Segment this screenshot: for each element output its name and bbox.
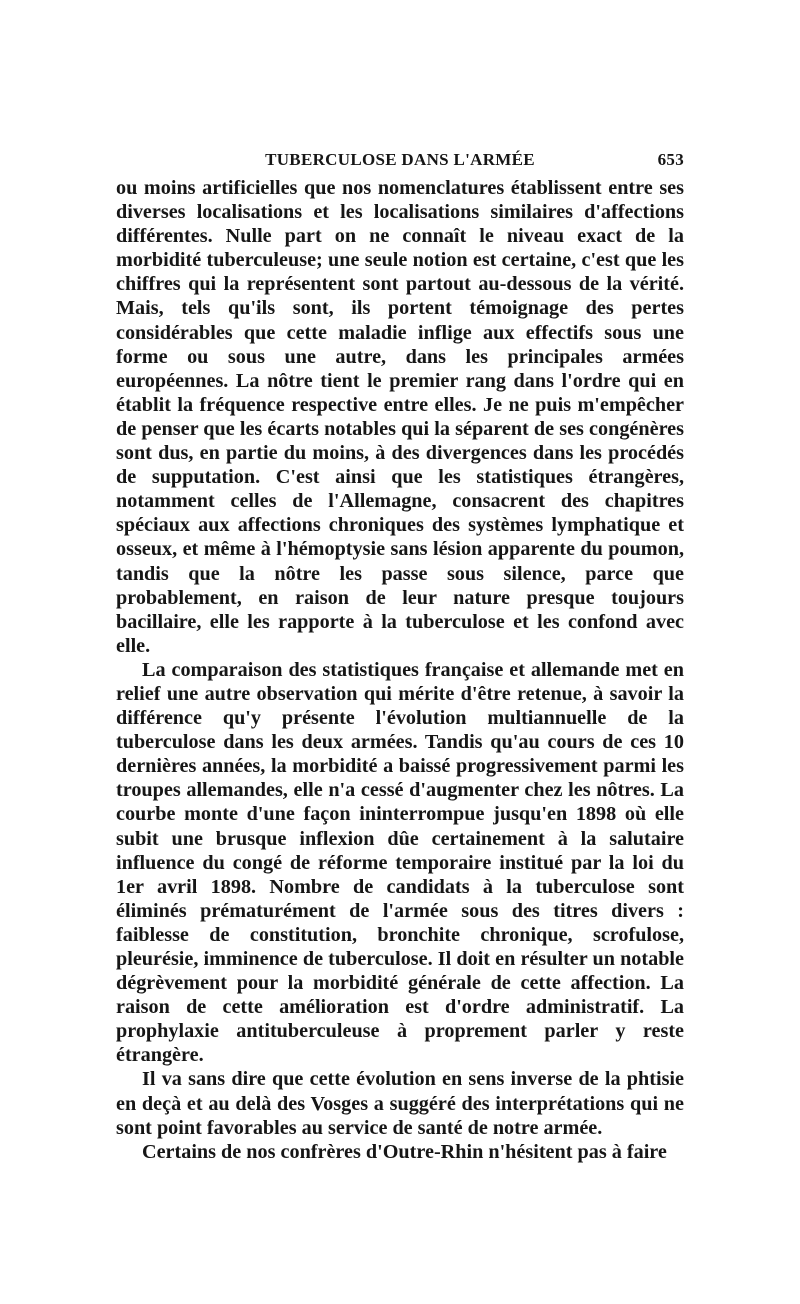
book-page xyxy=(116,150,684,1164)
paragraph-1: ou moins artificielles que nos nomenclatures établissent entre ses diverses localisations et les localisations similaires d'affections différentes. Nulle part on ne connaît le niveau exact de la morbidité tuberculeuse; une seule notion est certaine, c'est que les chiffres qui la représentent sont partout au-dessous de la vérité. Mais, tels qu'ils sont, ils portent témoignage des pertes considérables que cette maladie inflige aux effectifs sous une forme ou sous une autre, dans les principales armées européennes. La nôtre tient le premier rang dans l'ordre qui en établit la fréquence respective entre elles. Je ne puis m'empêcher de penser que les écarts notables qui la séparent de ses congénères sont dus, en partie du moins, à des divergences dans les procédés de supputation. C'est ainsi que les statistiques étrangères, notamment celles de l'Allemagne, consacrent des chapitres spéciaux aux affections chroniques des systèmes lymphatique et osseux, et même à l'hémoptysie sans lésion apparente du poumon, tandis que la nôtre les passe sous silence, parce que probablement, en raison de leur nature presque toujours bacillaire, elle les rapporte à la tuberculose et les confond avec elle. xyxy=(116,177,684,657)
paragraph-4: Certains de nos confrères d'Outre-Rhin n'hésitent pas à faire xyxy=(142,1140,667,1163)
page-number: 653 xyxy=(657,150,684,169)
running-title: TUBERCULOSE DANS L'ARMÉE xyxy=(265,150,535,169)
paragraph-2: La comparaison des statistiques française et allemande met en relief une autre observation qui mérite d'être retenue, à savoir la différence qu'y présente l'évolution multiannuelle de la tuberculose dans les deux armées. Tandis qu'au cours de ces 10 dernières années, la morbidité a baissé progressivement parmi les troupes allemandes, elle n'a cessé d'augmenter chez les nôtres. La courbe monte d'une façon ininterrompue jusqu'en 1898 où elle subit une brusque inflexion dûe certainement à la salutaire influence du congé de réforme temporaire institué par la loi du 1er avril 1898. Nombre de candidats à la tuberculose sont éliminés prématurément de l'armée sous des titres divers : faiblesse de constitution, bronchite chronique, scrofulose, pleurésie, imminence de tuberculose. Il doit en résulter un notable dégrèvement pour la morbidité générale de cette affection. La raison de cette amélioration est d'ordre administratif. La prophylaxie antituberculeuse à proprement parler y reste étrangère. xyxy=(116,658,684,1067)
running-header xyxy=(116,150,684,176)
body-text xyxy=(116,176,684,1164)
paragraph-3: Il va sans dire que cette évolution en sens inverse de la phtisie en deçà et au delà des Vosges a suggéré des interprétations qui ne sont point favorables au service de santé de notre armée. xyxy=(116,1068,684,1139)
